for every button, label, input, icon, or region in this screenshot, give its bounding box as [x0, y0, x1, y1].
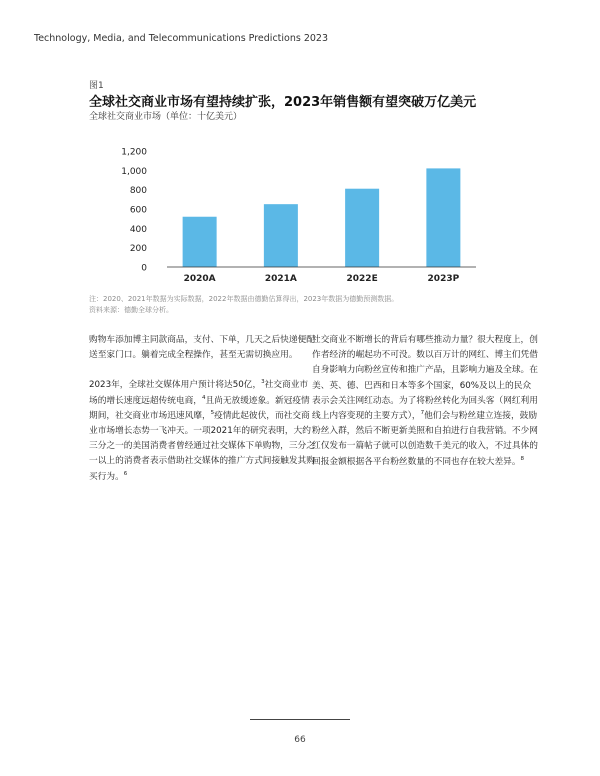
bar-2022E	[345, 189, 379, 267]
bar-2023P	[426, 168, 460, 267]
paragraph	[312, 333, 538, 470]
y-tick-label: 800	[129, 186, 147, 197]
figure-subtitle: 全球社交商业市场（单位：十亿美元）	[89, 112, 243, 122]
y-tick-label: 1,000	[121, 166, 147, 177]
x-tick-label: 2020A	[183, 274, 216, 284]
figure-title: 全球社交商业市场有望持续扩张，2023年销售额有望突破万亿美元	[89, 95, 477, 110]
x-tick-label: 2021A	[264, 274, 297, 284]
footer-divider	[250, 719, 350, 720]
text-run: 2023年，全球社交媒体用户预计将达50亿，	[89, 380, 262, 391]
page-number: 66	[294, 735, 306, 745]
figure-note: 注：2020、2021年数据为实际数据，2022年数据由德勤估算得出，2023年数据为德勤预测数据。	[89, 295, 399, 303]
paragraph	[89, 378, 315, 484]
body-column-left	[89, 333, 315, 500]
footnote-ref[interactable]: 4	[201, 394, 206, 401]
bar-2020A	[183, 217, 217, 267]
footnote-ref[interactable]: 6	[123, 470, 128, 477]
text-run: 他们会与粉丝建立连接，鼓励粉丝入群，然后不断更新美照和自拍进行自我营销。不少网红仅发布一篇帖子就可以创造数千美元的收入，不过具体的回报金额根据各平台粉丝数量的不同也存在较大差异。	[312, 411, 538, 467]
y-tick-label: 1,200	[121, 147, 147, 158]
text-run: 且尚无放缓迹象。新冠疫情期间，社交商业市场迅速风靡，	[89, 395, 310, 421]
x-tick-label: 2023P	[427, 274, 460, 284]
running-header: Technology, Media, and Telecommunications Predictions 2023	[34, 33, 329, 44]
body-column-right	[312, 333, 538, 485]
y-tick-label: 600	[129, 205, 147, 216]
bar-2021A	[264, 204, 298, 267]
text-run: 社交商业市场的增长速度远超传统电商，	[89, 380, 309, 406]
figure-notes	[89, 294, 398, 316]
footnote-ref[interactable]: 8	[520, 455, 524, 462]
paragraph: 购物车添加博主同款商品，支付、下单，几天之后快递便配送至家门口。躺着完成全程操作，甚至无需切换应用。	[89, 335, 315, 361]
y-tick-label: 200	[129, 244, 147, 255]
footnote-ref[interactable]: 7	[420, 410, 425, 417]
y-tick-label: 0	[141, 263, 147, 274]
text-run: 社交商业不断增长的背后有哪些推动力量？很大程度上，创作者经济的崛起功不可没。数以百万计的网红、博主们凭借自身影响力向粉丝宣传和推广产品，且影响力遍及全球。在美、英、德、巴西和日本等多个国家，60%及以上的民众表示会关注网红动态。为了将粉丝转化为回头客（网红利用线上内容变现的主要方式），	[312, 335, 538, 422]
x-tick-label: 2022E	[346, 274, 378, 284]
footnote-ref[interactable]: 3	[261, 379, 265, 386]
figure-source: 资料来源：德勤全球分析。	[89, 306, 173, 314]
y-tick-label: 400	[129, 224, 147, 235]
text-run: 疫情此起彼伏，而社交商业市场增长态势一飞冲天。一项2021年的研究表明，大约三分之一的美国消费者曾经通过社交媒体下单购物，三分之一以上的消费者表示借助社交媒体的推广方式间接触发其购买行为。	[89, 410, 315, 482]
bar-chart	[89, 140, 509, 288]
figure-label: 图1	[89, 81, 104, 91]
footnote-ref[interactable]: 5	[210, 409, 215, 416]
